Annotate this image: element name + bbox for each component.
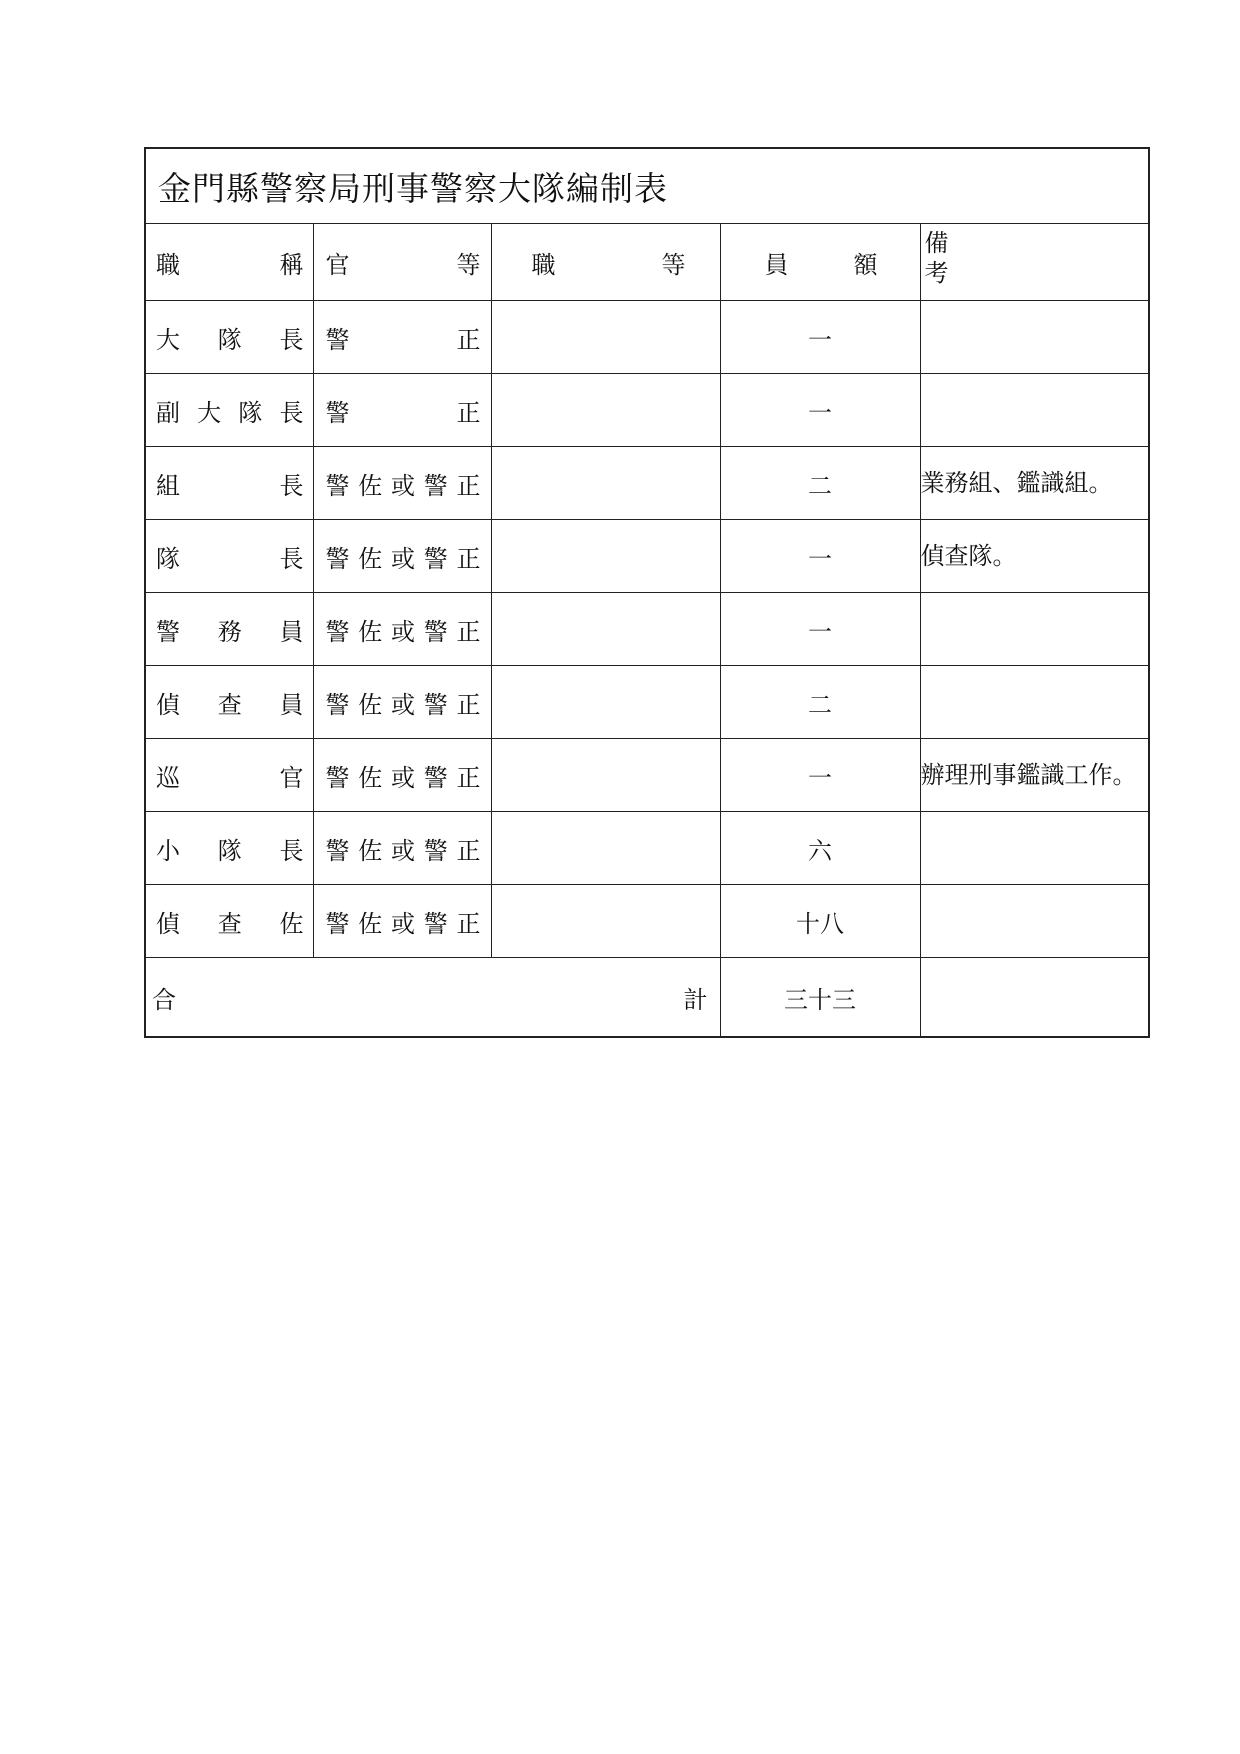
- rank: [314, 904, 491, 939]
- job-title-char: 查: [217, 909, 242, 938]
- job-title-char: 查: [217, 690, 242, 719]
- rank-char: 佐: [358, 690, 383, 719]
- job-title-cell: [146, 593, 313, 666]
- total-note-cell: [920, 958, 1148, 1037]
- grade-cell: [491, 593, 720, 666]
- job-title-cell: [146, 739, 313, 812]
- staffing-table-document: [144, 147, 1150, 1038]
- rank-cell: [313, 885, 491, 958]
- rank-char: 正: [456, 325, 481, 354]
- rank-char: 警: [423, 471, 448, 500]
- header-note-char: 備: [924, 229, 949, 257]
- rank-cell: [313, 374, 491, 447]
- job-title-char: 隊: [217, 836, 242, 865]
- job-title-char: 偵: [156, 690, 180, 719]
- rank: [314, 612, 491, 647]
- header-grade: [492, 245, 720, 280]
- job-title-char: 長: [279, 544, 304, 573]
- job-title-char: 務: [217, 617, 242, 646]
- rank-char: 或: [391, 544, 415, 573]
- table-row: [146, 593, 1148, 666]
- rank-char: 佐: [358, 836, 383, 865]
- job-title: [146, 393, 313, 428]
- rank-char: 警: [325, 325, 350, 354]
- header-title-char: 職: [156, 250, 180, 279]
- table-row: [146, 739, 1148, 812]
- note-cell: 辦理刑事鑑識工作。: [920, 739, 1148, 812]
- rank-char: 警: [325, 909, 350, 938]
- grade-cell: [491, 739, 720, 812]
- header-rank-char: 等: [456, 250, 481, 279]
- count-cell: 一: [720, 520, 920, 593]
- job-title-char: 員: [279, 690, 304, 719]
- grade-cell: [491, 666, 720, 739]
- table-row: [146, 885, 1148, 958]
- rank: [314, 539, 491, 574]
- rank-char: 警: [423, 690, 448, 719]
- header-grade-char: 等: [661, 250, 686, 279]
- job-title-char: 官: [279, 763, 304, 792]
- rank-char: 佐: [358, 471, 383, 500]
- header-title-cell: [146, 224, 313, 301]
- staffing-table-body: [146, 224, 1148, 1036]
- job-title-char: 隊: [238, 398, 263, 427]
- job-title-cell: [146, 520, 313, 593]
- count-cell: 一: [720, 374, 920, 447]
- rank-char: 佐: [358, 909, 383, 938]
- rank-cell: [313, 812, 491, 885]
- job-title: [146, 758, 313, 793]
- header-count-cell: [720, 224, 920, 301]
- job-title-char: 警: [156, 617, 180, 646]
- note-cell: [920, 812, 1148, 885]
- rank-cell: [313, 301, 491, 374]
- rank-char: 警: [423, 909, 448, 938]
- rank-char: 或: [391, 909, 415, 938]
- note-cell: [920, 666, 1148, 739]
- total-label-char: 計: [683, 985, 708, 1014]
- header-row: [146, 224, 1148, 301]
- header-rank-char: 官: [325, 250, 350, 279]
- job-title-char: 副: [156, 398, 180, 427]
- job-title: [146, 539, 313, 574]
- rank-char: 佐: [358, 617, 383, 646]
- job-title-cell: [146, 301, 313, 374]
- header-title-char: 稱: [279, 250, 304, 279]
- rank: [314, 758, 491, 793]
- rank-char: 正: [456, 471, 481, 500]
- table-row: [146, 301, 1148, 374]
- table-row: [146, 666, 1148, 739]
- job-title-char: 隊: [156, 544, 180, 573]
- rank-char: 正: [456, 398, 481, 427]
- count-cell: 一: [720, 593, 920, 666]
- table-row: [146, 520, 1148, 593]
- rank-char: 警: [423, 763, 448, 792]
- rank-char: 警: [325, 836, 350, 865]
- total-count-cell: 三十三: [720, 958, 920, 1037]
- header-grade-cell: [491, 224, 720, 301]
- total-row: [146, 958, 1148, 1037]
- grade-cell: [491, 812, 720, 885]
- count-cell: 二: [720, 447, 920, 520]
- job-title: [146, 831, 313, 866]
- job-title-cell: [146, 447, 313, 520]
- grade-cell: [491, 447, 720, 520]
- header-note-char: 考: [924, 259, 949, 287]
- header-rank: [314, 245, 491, 280]
- rank-char: 警: [325, 763, 350, 792]
- table-row: [146, 447, 1148, 520]
- count-cell: 十八: [720, 885, 920, 958]
- rank-char: 或: [391, 763, 415, 792]
- job-title-cell: [146, 374, 313, 447]
- note-cell: [920, 885, 1148, 958]
- rank: [314, 320, 491, 355]
- job-title-char: 巡: [156, 763, 180, 792]
- job-title-char: 大: [197, 398, 222, 427]
- job-title-char: 大: [156, 325, 180, 354]
- job-title-char: 偵: [156, 909, 180, 938]
- rank-cell: [313, 739, 491, 812]
- job-title-char: 員: [279, 617, 304, 646]
- header-note-cell: [920, 224, 1148, 301]
- job-title-char: 佐: [279, 909, 304, 938]
- header-count: [721, 245, 920, 280]
- job-title: [146, 904, 313, 939]
- rank-char: 警: [325, 471, 350, 500]
- rank-cell: [313, 666, 491, 739]
- rank-char: 正: [456, 617, 481, 646]
- total-label: [146, 980, 720, 1015]
- job-title-cell: [146, 885, 313, 958]
- count-cell: 一: [720, 739, 920, 812]
- job-title-char: 長: [279, 325, 304, 354]
- rank-char: 正: [456, 690, 481, 719]
- rank: [314, 466, 491, 501]
- staffing-table: [146, 224, 1148, 1036]
- grade-cell: [491, 374, 720, 447]
- rank-char: 佐: [358, 544, 383, 573]
- table-row: [146, 812, 1148, 885]
- header-grade-char: 職: [531, 250, 556, 279]
- header-title: [146, 245, 313, 280]
- rank-char: 正: [456, 909, 481, 938]
- note-cell: 偵查隊。: [920, 520, 1148, 593]
- rank-char: 正: [456, 544, 481, 573]
- rank-char: 或: [391, 617, 415, 646]
- note-cell: [920, 593, 1148, 666]
- grade-cell: [491, 520, 720, 593]
- header-count-char: 員: [764, 250, 789, 279]
- note-cell: [920, 301, 1148, 374]
- rank-cell: [313, 593, 491, 666]
- rank-cell: [313, 520, 491, 593]
- rank: [314, 831, 491, 866]
- rank-char: 或: [391, 471, 415, 500]
- grade-cell: [491, 885, 720, 958]
- rank-char: 佐: [358, 763, 383, 792]
- count-cell: 一: [720, 301, 920, 374]
- rank-char: 警: [325, 690, 350, 719]
- job-title: [146, 685, 313, 720]
- note-cell: 業務組、鑑識組。: [920, 447, 1148, 520]
- job-title-char: 長: [279, 398, 304, 427]
- rank-cell: [313, 447, 491, 520]
- document-title: 金門縣警察局刑事警察大隊編制表: [146, 149, 1148, 224]
- rank-char: 正: [456, 836, 481, 865]
- job-title-char: 組: [156, 471, 180, 500]
- job-title: [146, 466, 313, 501]
- rank-char: 警: [423, 617, 448, 646]
- job-title: [146, 320, 313, 355]
- note-cell: [920, 374, 1148, 447]
- total-label-char: 合: [152, 985, 176, 1014]
- rank-char: 警: [325, 398, 350, 427]
- rank-char: 正: [456, 763, 481, 792]
- header-count-char: 額: [853, 250, 878, 279]
- count-cell: 六: [720, 812, 920, 885]
- table-row: [146, 374, 1148, 447]
- job-title-char: 長: [279, 471, 304, 500]
- job-title-cell: [146, 812, 313, 885]
- rank: [314, 685, 491, 720]
- rank-char: 警: [325, 617, 350, 646]
- rank-char: 警: [423, 544, 448, 573]
- rank-char: 警: [325, 544, 350, 573]
- count-cell: 二: [720, 666, 920, 739]
- rank-char: 警: [423, 836, 448, 865]
- grade-cell: [491, 301, 720, 374]
- job-title-char: 長: [279, 836, 304, 865]
- job-title-char: 小: [156, 836, 180, 865]
- job-title: [146, 612, 313, 647]
- rank-char: 或: [391, 690, 415, 719]
- rank: [314, 393, 491, 428]
- job-title-char: 隊: [217, 325, 242, 354]
- rank-char: 或: [391, 836, 415, 865]
- header-rank-cell: [313, 224, 491, 301]
- job-title-cell: [146, 666, 313, 739]
- total-label-cell: [146, 958, 720, 1037]
